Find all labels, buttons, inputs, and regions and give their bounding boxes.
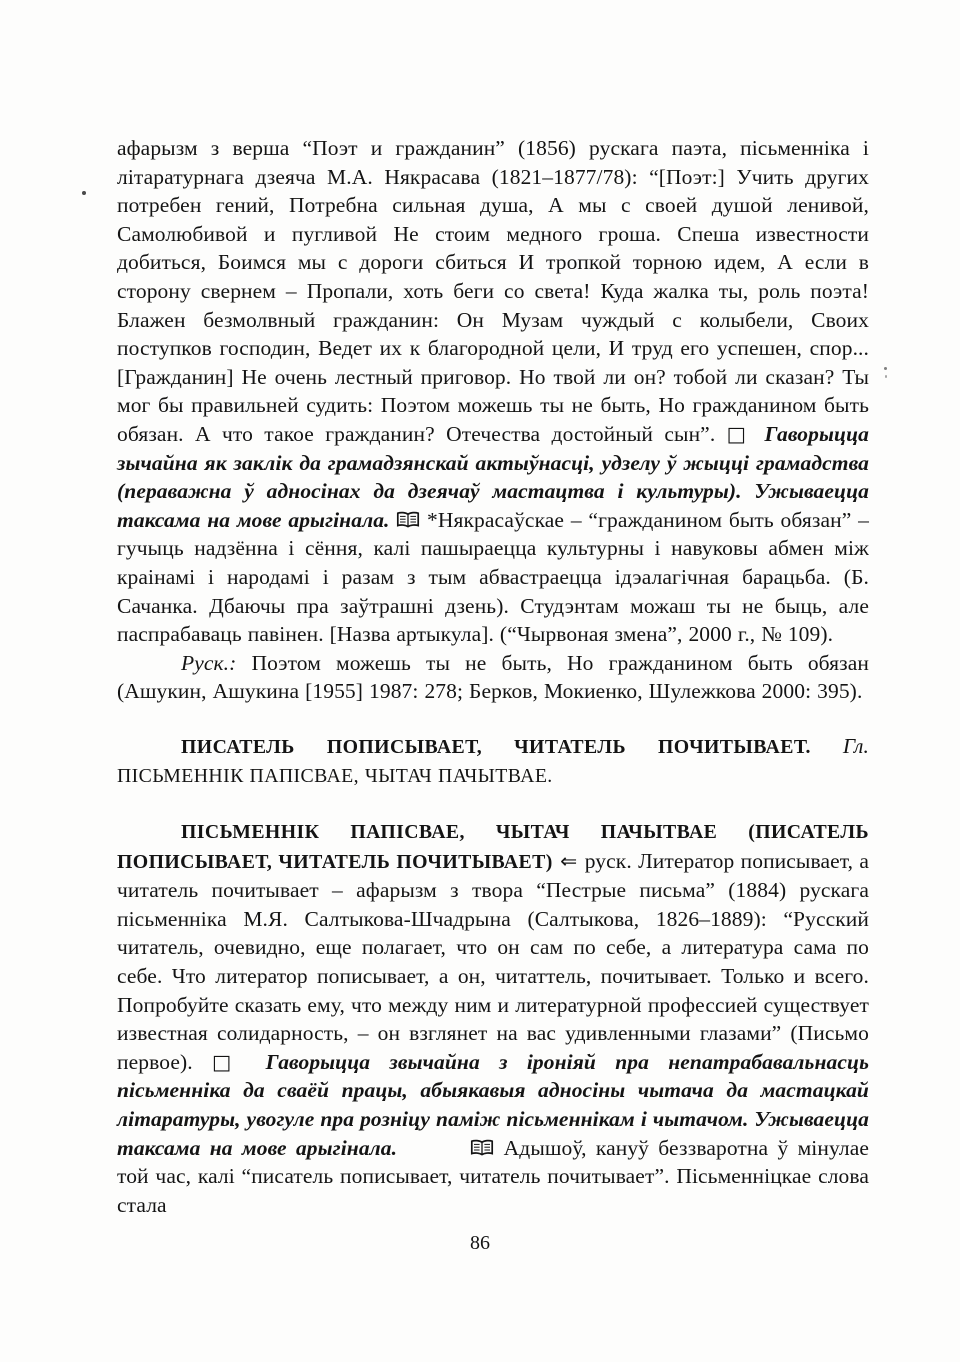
text-run: Гаворыцца звычайна з іроніяй пра непатрабавальнасць пісьменніка да сваёй працы, абыякавыя адносіны чытача да мастацкай літаратуры, увогуле пра розніцу паміж пісьменнікам і чытачом. Ужываецца таксама на мове арыгінала. xyxy=(117,1049,869,1160)
text-run: ПІСЬМЕННІК ПАПІСВАЕ, ЧЫТАЧ ПАЧЫТВАЕ (ПИСАТЕЛЬ ПОПИСЫВАЕТ, ЧИТАТЕЛЬ ПОЧИТЫВАЕТ) xyxy=(117,821,869,873)
scan-speck xyxy=(82,191,86,195)
text-run: Гл. xyxy=(842,733,869,758)
white-square-icon: □ xyxy=(211,1049,266,1074)
page-number: 86 xyxy=(470,1232,490,1254)
scan-speck xyxy=(884,367,887,370)
text-run: Поэтом можешь ты не быть, Но гражданином быть обязан (Ашукин, Ашукина [1955] 1987: 278; Берков, Мокиенко, Шулежкова 2000: 395). xyxy=(117,650,870,704)
text-run: афарызм з верша “Поэт и гражданин” (1856) рускага паэта, пісьменніка і літаратурнага дзеяча М.А. Някрасава (1821–1877/78): “[Поэт:] Учить других потребен гений, Потребна сильная душа, А мы с своей душой ленивой, Самолюбивой и пугливой Не стоим медного гроша. Спеша известности добиться, Боимся мы с дороги сбиться И тропкой торною идем, А если в сторону свернем – Пропали, хоть беги со света! Куда жалка ты, роль поэта! Блажен безмолвный гражданин: Он Музам чуждый с колыбели, Своих поступков господин, Ведет их к благородной цели, И труд его успешен, спор... [Гражданин] Не очень лестный приговор. Но твой ли он? тобой ли сказан? Ты мог бы правильней судить: Поэтом можешь ты не быть, Но гражданином быть обязан. А что такое гражданин? Отечества достойный сын”. xyxy=(117,136,869,446)
left-double-arrow-icon: ⇐ xyxy=(552,848,585,873)
russian-equivalent-paragraph xyxy=(117,649,869,706)
text-run: руск. Литератор пописывает, а читатель почитывает – афарызм з твора “Пестрые письма” (1884) рускага пісьменніка М.Я. Салтыкова-Шчадрына (Салтыкова, 1826–1889): “Русский читатель, очевидно, еще полагает, что он сам по себе, а литература сама по себе. Что литератор пописывает, а он, читаттель, почитывает. Только и всего. Попробуйте сказать ему, что между ним и литературной профессией существует известная солидарность, – он взглянет на вас удивленными глазами” (Письмо первое). xyxy=(117,848,869,1074)
page-text xyxy=(117,134,869,1219)
text-run: Адышоў, кануў беззваротна ў мінулае той час, калі “писатель пописывает, читатель почитывает”. Пісьменніцкае слова стала xyxy=(117,1135,869,1217)
scan-speck xyxy=(885,375,887,378)
white-square-icon: □ xyxy=(726,421,765,446)
text-run: Гаворыцца зычайна як заклік да грамадзянскай актыўнасці, удзелу ў жыцці грамадства (пераважна ў адносінах да дзеячаў мастацтва і культуры). Ужываецца таксама на мове арыгінала. xyxy=(117,421,869,532)
open-book-icon xyxy=(396,511,420,529)
open-book-icon xyxy=(406,1139,494,1157)
text-run: ПІСЬМЕННІК ПАПІСВАЕ, ЧЫТАЧ ПАЧЫТВАЕ. xyxy=(117,765,553,788)
text-run: Руск.: xyxy=(181,650,252,675)
entry-pismennik-papisvae xyxy=(117,817,869,1219)
entry-poet-i-grazhdanin-continuation xyxy=(117,134,869,649)
entry-heading-cross-reference xyxy=(117,732,869,791)
text-run: ПИСАТЕЛЬ ПОПИСЫВАЕТ, ЧИТАТЕЛЬ ПОЧИТЫВАЕТ. xyxy=(181,735,843,758)
text-run: *Някрасаўскае – “гражданином быть обязан” – гучыць надзённа і сёння, калі пашыраецца культурны і навуковы абмен між краінамі і народамі і разам з тым абвастраецца ідэалагічная барацьба. (Б. Сачанка. Дбаючы пра заўтрашні дзень). Студэнтам можаш ты не быць, але паспрабаваць павінен. [Назва артыкула]. (“Чырвоная змена”, 2000 г., № 109). xyxy=(117,507,869,647)
